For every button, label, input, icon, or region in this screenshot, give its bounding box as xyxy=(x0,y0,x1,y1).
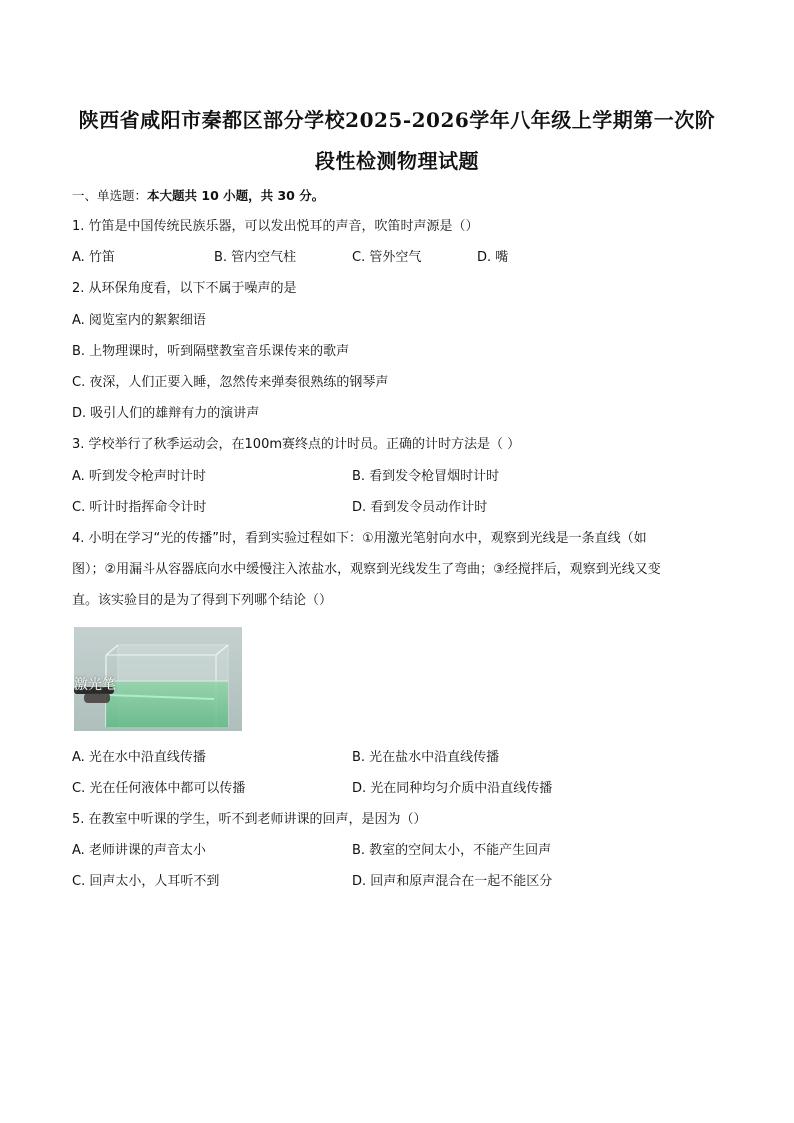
question-4-stem-line-3: 直。该实验目的是为了得到下列哪个结论（） xyxy=(72,593,333,608)
q1-option-a: A. 竹笛 xyxy=(72,250,115,265)
section-desc: 本大题共 10 小题，共 30 分。 xyxy=(147,188,325,203)
q1-option-c: C. 管外空气 xyxy=(352,250,422,265)
q2-option-d: D. 吸引人们的雄辩有力的演讲声 xyxy=(72,406,260,421)
q2-option-b: B. 上物理课时，听到隔壁教室音乐课传来的歌声 xyxy=(72,344,350,359)
q2-option-c: C. 夜深，人们正要入睡，忽然传来弹奏很熟练的钢琴声 xyxy=(72,375,389,390)
question-4-stem-line-1: 4. 小明在学习“光的传播”时，看到实验过程如下：①用激光笔射向水中，观察到光线是一条直线（如 xyxy=(72,531,647,546)
q4-option-b: B. 光在盐水中沿直线传播 xyxy=(352,750,500,765)
q4-option-a: A. 光在水中沿直线传播 xyxy=(72,750,206,765)
q5-option-b: B. 教室的空间太小，不能产生回声 xyxy=(352,843,552,858)
q1-option-b: B. 管内空气柱 xyxy=(214,250,297,265)
laser-pen-label: 激光笔 xyxy=(74,677,116,693)
q3-option-b: B. 看到发令枪冒烟时计时 xyxy=(352,469,500,484)
question-4-stem-line-2: 图）；②用漏斗从容器底向水中缓慢注入浓盐水，观察到光线发生了弯曲；③经搅拌后，观察到光线又变 xyxy=(72,562,661,577)
exam-title-line-1: 陕西省咸阳市秦都区部分学校2025-2026学年八年级上学期第一次阶 xyxy=(78,108,716,132)
q3-option-a: A. 听到发令枪声时计时 xyxy=(72,469,206,484)
q2-option-a: A. 阅览室内的絮絮细语 xyxy=(72,313,206,328)
q5-option-d: D. 回声和原声混合在一起不能区分 xyxy=(352,874,553,889)
q3-option-d: D. 看到发令员动作计时 xyxy=(352,500,488,515)
section-head: 一、单选题： xyxy=(72,188,148,203)
laser-water-tank-figure xyxy=(74,627,242,731)
exam-title-line-2: 段性检测物理试题 xyxy=(315,149,479,173)
q5-option-a: A. 老师讲课的声音太小 xyxy=(72,843,206,858)
q4-option-c: C. 光在任何液体中都可以传播 xyxy=(72,781,246,796)
q1-option-d: D. 嘴 xyxy=(477,250,509,265)
question-3-stem: 3. 学校举行了秋季运动会，在100m赛终点的计时员。正确的计时方法是（ ） xyxy=(72,437,521,452)
question-1-stem: 1. 竹笛是中国传统民族乐器，可以发出悦耳的声音，吹笛时声源是（） xyxy=(72,219,479,234)
question-5-stem: 5. 在教室中听课的学生，听不到老师讲课的回声，是因为（） xyxy=(72,812,427,827)
q5-option-c: C. 回声太小，人耳听不到 xyxy=(72,874,220,889)
section-heading xyxy=(72,187,324,205)
q4-option-d: D. 光在同种均匀介质中沿直线传播 xyxy=(352,781,553,796)
question-2-stem: 2. 从环保角度看，以下不属于噪声的是 xyxy=(72,281,297,296)
q3-option-c: C. 听计时指挥命令计时 xyxy=(72,500,207,515)
